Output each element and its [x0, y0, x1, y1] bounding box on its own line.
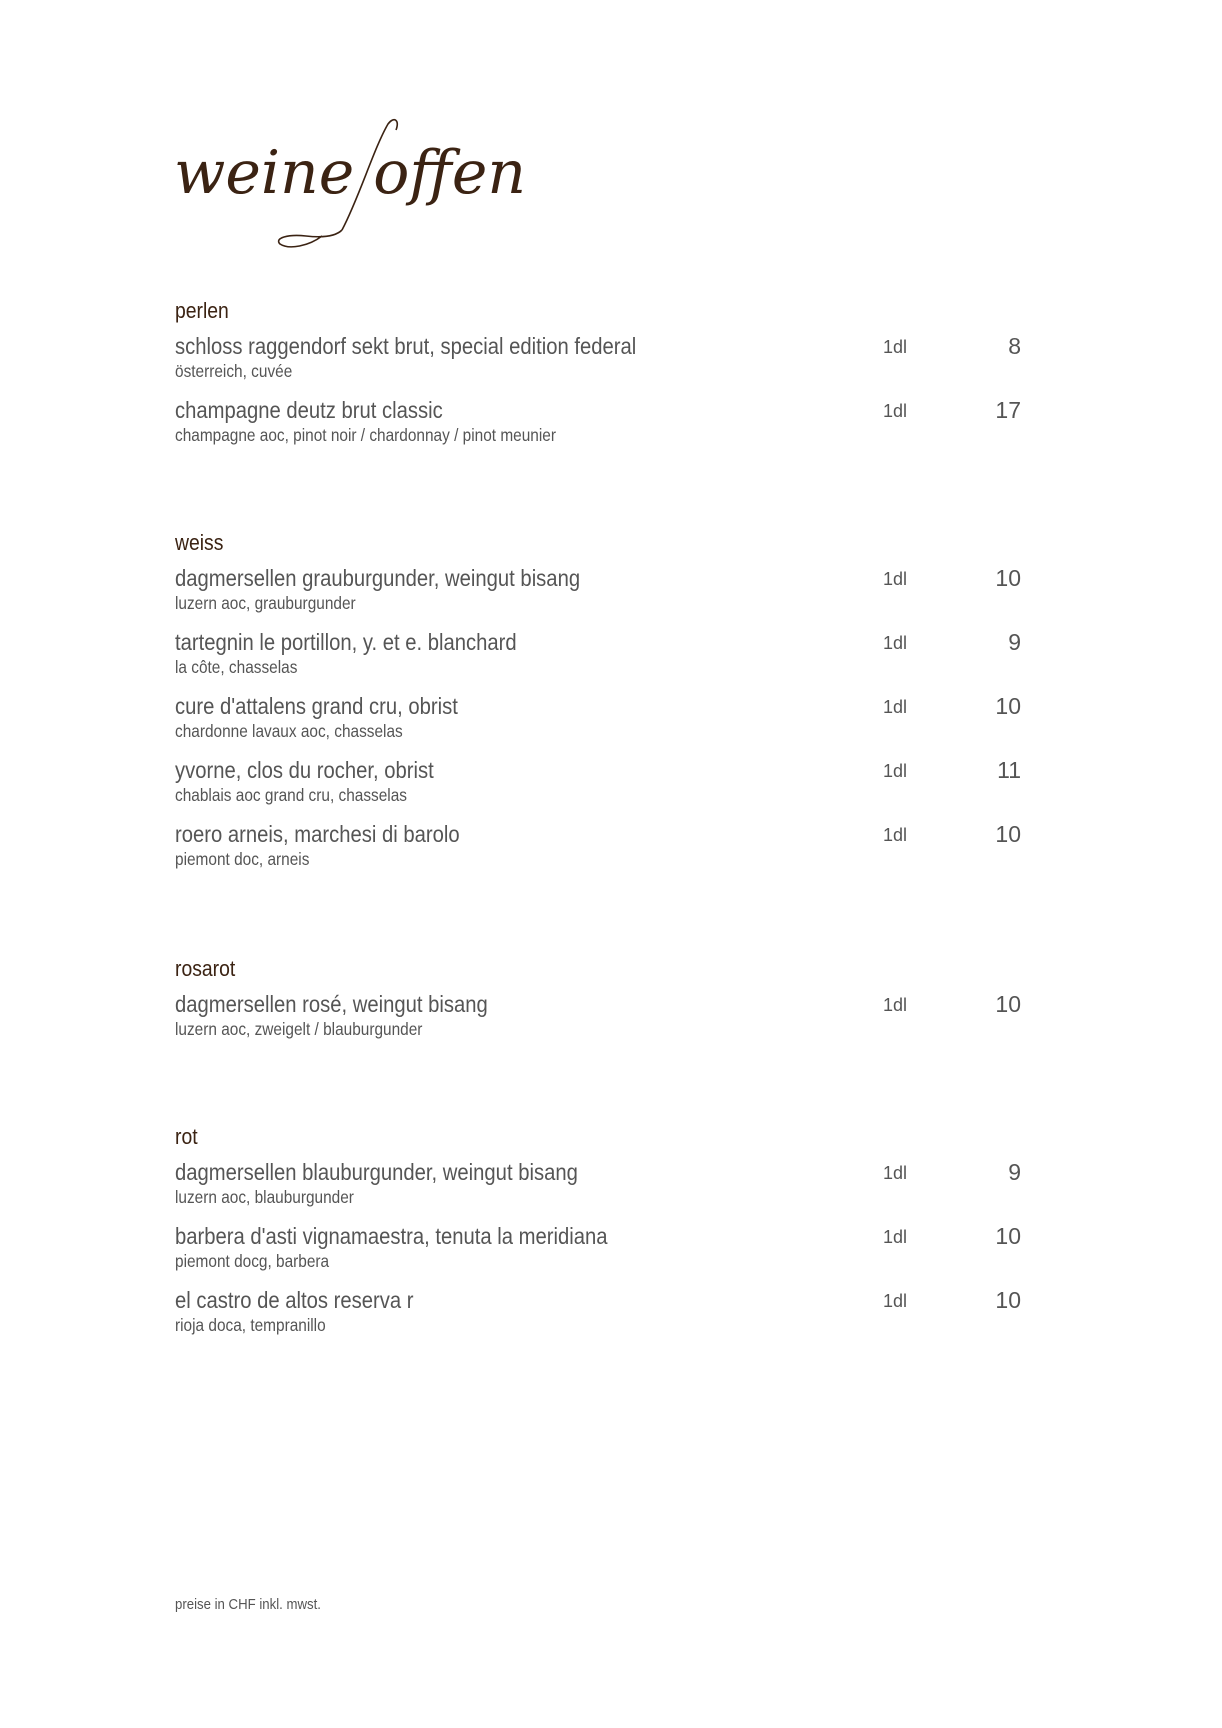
wine-description: la côte, chasselas [175, 657, 298, 677]
wine-price: 11 [997, 757, 1021, 783]
list-item [175, 397, 1025, 453]
list-item [175, 333, 1025, 389]
wine-price: 10 [995, 1287, 1021, 1313]
price-footnote: preise in CHF inkl. mwst. [175, 1596, 321, 1613]
wine-name: el castro de altos reserva r [175, 1287, 414, 1313]
wine-description: champagne aoc, pinot noir / chardonnay / pinot meunier [175, 425, 556, 445]
wine-unit: 1dl [883, 1227, 908, 1247]
wine-name: dagmersellen grauburgunder, weingut bisang [175, 565, 581, 591]
wine-description: chardonne lavaux aoc, chasselas [175, 721, 403, 741]
wine-name: yvorne, clos du rocher, obrist [175, 757, 434, 783]
wine-description: luzern aoc, blauburgunder [175, 1187, 354, 1207]
wine-price: 10 [995, 693, 1021, 719]
wine-price: 8 [1008, 333, 1021, 359]
wine-price: 10 [995, 1223, 1021, 1249]
wine-unit: 1dl [883, 1163, 908, 1183]
list-item [175, 1223, 1025, 1279]
wine-name: cure d'attalens grand cru, obrist [175, 693, 458, 719]
wine-description: luzern aoc, grauburgunder [175, 593, 356, 613]
wine-name: dagmersellen rosé, weingut bisang [175, 991, 488, 1017]
section-title-rosarot: rosarot [175, 956, 236, 981]
wine-unit: 1dl [883, 697, 908, 717]
wine-price: 10 [995, 565, 1021, 591]
list-item [175, 821, 1025, 877]
wine-unit: 1dl [883, 995, 908, 1015]
wine-description: rioja doca, tempranillo [175, 1315, 326, 1335]
wine-description: österreich, cuvée [175, 361, 293, 381]
list-item [175, 991, 1025, 1047]
wine-name: roero arneis, marchesi di barolo [175, 821, 460, 847]
wine-description: chablais aoc grand cru, chasselas [175, 785, 407, 805]
wine-name: champagne deutz brut classic [175, 397, 443, 423]
wine-name: barbera d'asti vignamaestra, tenuta la meridiana [175, 1223, 608, 1249]
section-title-rot: rot [175, 1124, 198, 1149]
wine-unit: 1dl [883, 1291, 908, 1311]
section-title-perlen: perlen [175, 298, 229, 323]
list-item [175, 629, 1025, 685]
wine-name: tartegnin le portillon, y. et e. blanchard [175, 629, 517, 655]
list-item [175, 565, 1025, 621]
wine-description: piemont doc, arneis [175, 849, 310, 869]
wine-unit: 1dl [883, 761, 908, 781]
list-item [175, 1287, 1025, 1343]
title-flourish [279, 230, 342, 247]
wine-name: schloss raggendorf sekt brut, special edition federal [175, 333, 637, 359]
section-title-weiss: weiss [175, 530, 224, 555]
wine-unit: 1dl [883, 825, 908, 845]
wine-unit: 1dl [883, 337, 908, 357]
title-script [174, 118, 527, 268]
wine-unit: 1dl [883, 633, 908, 653]
list-item [175, 757, 1025, 813]
wine-name: dagmersellen blauburgunder, weingut bisang [175, 1159, 578, 1185]
wine-price: 17 [995, 397, 1021, 423]
wine-unit: 1dl [883, 569, 908, 589]
title-text: weine offen [174, 138, 527, 208]
list-item [175, 1159, 1025, 1215]
wine-description: piemont docg, barbera [175, 1251, 330, 1271]
wine-description: luzern aoc, zweigelt / blauburgunder [175, 1019, 423, 1039]
wine-price: 10 [995, 821, 1021, 847]
wine-price: 9 [1008, 1159, 1021, 1185]
page-title [174, 118, 527, 268]
wine-price: 9 [1008, 629, 1021, 655]
wine-price: 10 [995, 991, 1021, 1017]
list-item [175, 693, 1025, 749]
wine-unit: 1dl [883, 401, 908, 421]
